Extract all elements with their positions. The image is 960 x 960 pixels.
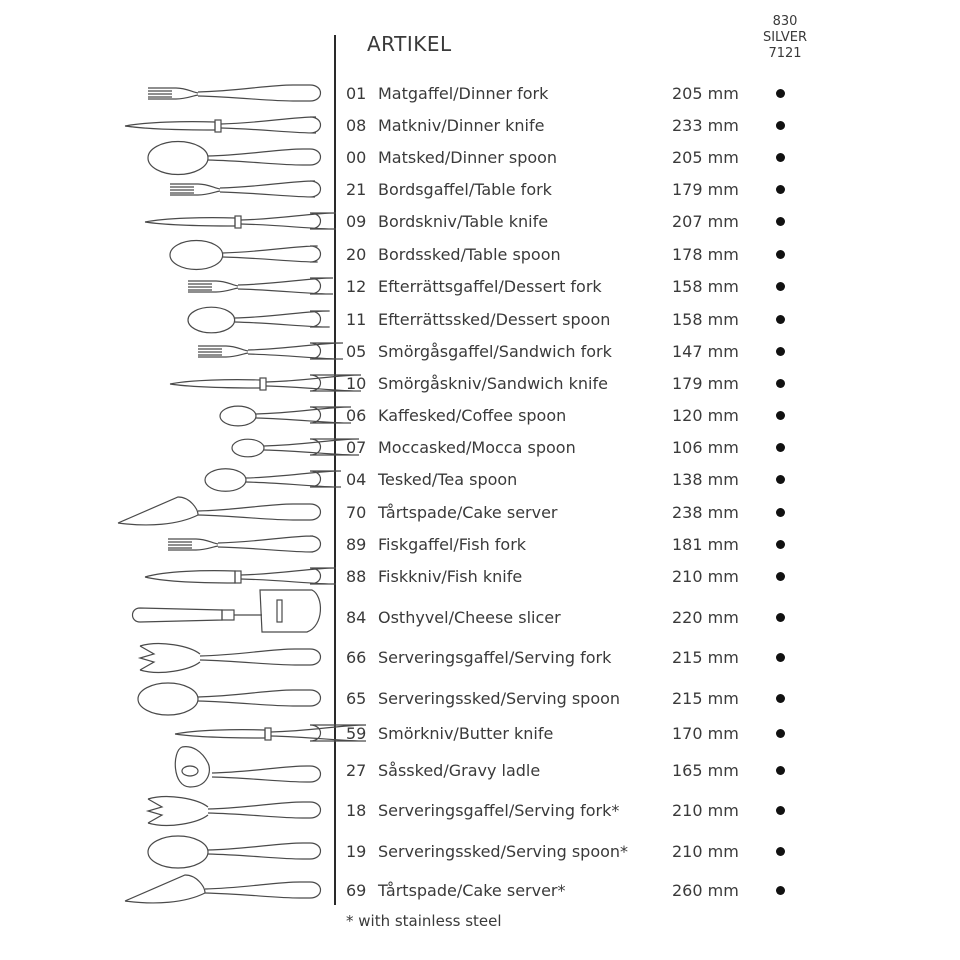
- list-item: [0, 209, 960, 235]
- item-length: 158 mm: [672, 277, 739, 296]
- item-code: 01: [346, 84, 367, 103]
- item-length: 181 mm: [672, 535, 739, 554]
- list-item: [0, 81, 960, 107]
- item-length: 210 mm: [672, 567, 739, 586]
- item-length: 260 mm: [672, 881, 739, 900]
- availability-dot: [776, 613, 785, 622]
- list-item: [0, 645, 960, 671]
- item-name: Serveringsgaffel/Serving fork: [378, 648, 612, 667]
- cheese-slicer-icon: [110, 597, 330, 639]
- availability-dot: [776, 153, 785, 162]
- serving-fork-icon: [110, 637, 330, 679]
- list-item: [0, 339, 960, 365]
- list-item: [0, 403, 960, 429]
- item-length: 238 mm: [672, 503, 739, 522]
- item-length: 215 mm: [672, 689, 739, 708]
- item-name: Serveringsgaffel/Serving fork*: [378, 801, 620, 820]
- serving-fork-icon: [110, 790, 330, 832]
- availability-dot: [776, 653, 785, 662]
- list-item: [0, 839, 960, 865]
- item-name: Tårtspade/Cake server: [378, 503, 558, 522]
- column-header-line: 830: [772, 14, 798, 29]
- item-length: 179 mm: [672, 374, 739, 393]
- list-item: [0, 177, 960, 203]
- item-code: 27: [346, 761, 367, 780]
- availability-dot: [776, 847, 785, 856]
- item-length: 179 mm: [672, 180, 739, 199]
- list-item: [0, 798, 960, 824]
- fish-knife-icon: [110, 556, 330, 598]
- list-item: [0, 758, 960, 784]
- item-name: Matgaffel/Dinner fork: [378, 84, 549, 103]
- availability-dot: [776, 540, 785, 549]
- item-length: 106 mm: [672, 438, 739, 457]
- item-name: Matsked/Dinner spoon: [378, 148, 558, 167]
- item-length: 120 mm: [672, 406, 739, 425]
- item-name: Osthyvel/Cheese slicer: [378, 608, 561, 627]
- item-name: Tårtspade/Cake server*: [378, 881, 566, 900]
- list-item: [0, 145, 960, 171]
- item-length: 215 mm: [672, 648, 739, 667]
- page-title: ARTIKEL: [367, 32, 452, 56]
- availability-dot: [776, 250, 785, 259]
- item-name: Smörkniv/Butter knife: [378, 724, 554, 743]
- butter-knife-icon: [110, 713, 330, 755]
- list-item: [0, 242, 960, 268]
- item-name: Såssked/Gravy ladle: [378, 761, 541, 780]
- item-name: Serveringssked/Serving spoon*: [378, 842, 629, 861]
- item-code: 19: [346, 842, 367, 861]
- item-code: 69: [346, 881, 367, 900]
- list-item: [0, 467, 960, 493]
- list-item: [0, 500, 960, 526]
- list-item: [0, 686, 960, 712]
- item-name: Tesked/Tea spoon: [378, 470, 518, 489]
- item-name: Efterrättssked/Dessert spoon: [378, 310, 611, 329]
- item-name: Fiskkniv/Fish knife: [378, 567, 523, 586]
- list-item: [0, 532, 960, 558]
- column-header-line: 7121: [768, 46, 802, 61]
- item-name: Bordsgaffel/Table fork: [378, 180, 552, 199]
- list-item: [0, 113, 960, 139]
- availability-dot: [776, 282, 785, 291]
- item-length: 165 mm: [672, 761, 739, 780]
- item-name: Smörgåsgaffel/Sandwich fork: [378, 342, 612, 361]
- item-code: 84: [346, 608, 367, 627]
- availability-dot: [776, 572, 785, 581]
- item-name: Efterrättsgaffel/Dessert fork: [378, 277, 602, 296]
- availability-dot: [776, 89, 785, 98]
- item-code: 06: [346, 406, 367, 425]
- item-code: 04: [346, 470, 367, 489]
- item-code: 07: [346, 438, 367, 457]
- item-length: 233 mm: [672, 116, 739, 135]
- item-code: 11: [346, 310, 367, 329]
- item-length: 205 mm: [672, 84, 739, 103]
- item-length: 170 mm: [672, 724, 739, 743]
- item-code: 66: [346, 648, 367, 667]
- availability-dot: [776, 886, 785, 895]
- item-code: 10: [346, 374, 367, 393]
- item-length: 178 mm: [672, 245, 739, 264]
- availability-dot: [776, 694, 785, 703]
- gravy-ladle-icon: [110, 750, 330, 792]
- availability-dot: [776, 411, 785, 420]
- cake-server-icon: [110, 870, 330, 912]
- item-length: 205 mm: [672, 148, 739, 167]
- availability-dot: [776, 806, 785, 815]
- footnote: * with stainless steel: [346, 912, 502, 930]
- availability-dot: [776, 508, 785, 517]
- availability-dot: [776, 475, 785, 484]
- item-code: 00: [346, 148, 367, 167]
- list-item: [0, 435, 960, 461]
- list-item: [0, 307, 960, 333]
- availability-dot: [776, 121, 785, 130]
- item-code: 89: [346, 535, 367, 554]
- item-code: 12: [346, 277, 367, 296]
- availability-dot: [776, 443, 785, 452]
- list-item: [0, 878, 960, 904]
- availability-dot: [776, 185, 785, 194]
- item-name: Moccasked/Mocca spoon: [378, 438, 576, 457]
- list-item: [0, 721, 960, 747]
- column-header-line: SILVER: [762, 30, 808, 45]
- item-length: 220 mm: [672, 608, 739, 627]
- item-code: 88: [346, 567, 367, 586]
- item-length: 138 mm: [672, 470, 739, 489]
- list-item: [0, 605, 960, 631]
- availability-dot: [776, 379, 785, 388]
- availability-dot: [776, 347, 785, 356]
- item-name: Smörgåskniv/Sandwich knife: [378, 374, 608, 393]
- item-length: 147 mm: [672, 342, 739, 361]
- availability-dot: [776, 729, 785, 738]
- item-code: 65: [346, 689, 367, 708]
- item-code: 21: [346, 180, 367, 199]
- item-name: Fiskgaffel/Fish fork: [378, 535, 527, 554]
- item-name: Serveringssked/Serving spoon: [378, 689, 621, 708]
- item-code: 09: [346, 212, 367, 231]
- item-code: 05: [346, 342, 367, 361]
- list-item: [0, 371, 960, 397]
- item-code: 70: [346, 503, 367, 522]
- item-name: Matkniv/Dinner knife: [378, 116, 545, 135]
- item-code: 08: [346, 116, 367, 135]
- item-name: Bordssked/Table spoon: [378, 245, 561, 264]
- item-name: Bordskniv/Table knife: [378, 212, 549, 231]
- availability-dot: [776, 217, 785, 226]
- item-code: 59: [346, 724, 367, 743]
- list-item: [0, 564, 960, 590]
- item-length: 210 mm: [672, 842, 739, 861]
- list-item: [0, 274, 960, 300]
- serving-spoon-icon: [110, 831, 330, 873]
- availability-dot: [776, 766, 785, 775]
- availability-dot: [776, 315, 785, 324]
- item-length: 207 mm: [672, 212, 739, 231]
- item-code: 18: [346, 801, 367, 820]
- item-length: 158 mm: [672, 310, 739, 329]
- column-header: [750, 14, 820, 62]
- item-length: 210 mm: [672, 801, 739, 820]
- item-code: 20: [346, 245, 367, 264]
- item-name: Kaffesked/Coffee spoon: [378, 406, 567, 425]
